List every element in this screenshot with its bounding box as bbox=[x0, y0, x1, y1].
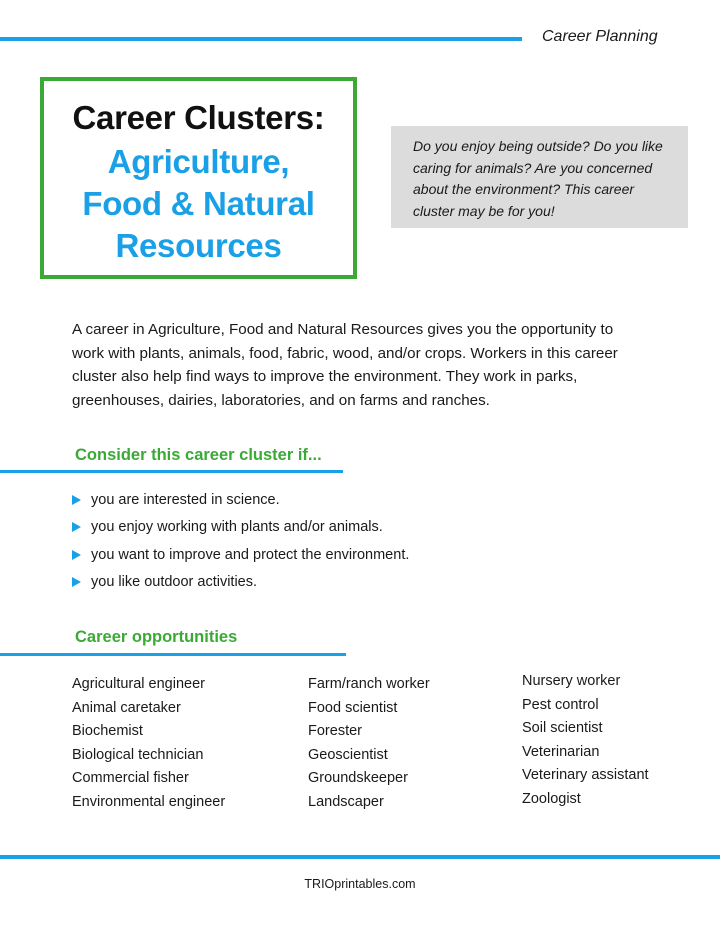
title-line-1: Career Clusters: bbox=[72, 99, 325, 136]
career-item: Agricultural engineer bbox=[72, 676, 205, 692]
list-item bbox=[72, 569, 409, 597]
career-item: Animal caretaker bbox=[72, 699, 181, 716]
career-item: Farm/ranch worker bbox=[308, 676, 430, 692]
career-item: Veterinary assistant bbox=[522, 767, 649, 783]
title-line-3: Food & Natural bbox=[82, 185, 315, 222]
career-item: Biological technician bbox=[72, 746, 204, 763]
career-item: Commercial fisher bbox=[72, 770, 189, 786]
title-line-4: Resources bbox=[115, 227, 282, 264]
career-item: Soil scientist bbox=[522, 720, 603, 736]
consider-list bbox=[72, 486, 409, 596]
description-paragraph: A career in Agriculture, Food and Natural Resources gives you the opportunity to work with plants, animals, food, fabric, wood, and/or crops. Workers in this career cluster also help find ways to improve the environment. They work in parks, greenhouses, dairies, laboratories, and on farms and ranches. bbox=[72, 321, 618, 409]
career-item: Pest control bbox=[522, 696, 599, 713]
consider-heading: Consider this career cluster if... bbox=[75, 446, 322, 464]
triangle-bullet-icon bbox=[72, 577, 81, 587]
careers-rule bbox=[0, 653, 346, 656]
list-item bbox=[72, 541, 409, 569]
career-item: Environmental engineer bbox=[72, 793, 226, 810]
career-item: Zoologist bbox=[522, 790, 581, 807]
careers-heading: Career opportunities bbox=[75, 628, 238, 646]
career-column-3 bbox=[522, 670, 649, 811]
career-item: Forester bbox=[308, 723, 362, 739]
list-item-text: you want to improve and protect the environment. bbox=[91, 546, 410, 563]
career-column-2 bbox=[308, 673, 430, 814]
triangle-bullet-icon bbox=[72, 522, 81, 532]
title-line-2: Agriculture, bbox=[107, 143, 290, 180]
consider-rule bbox=[0, 470, 343, 473]
career-item: Veterinarian bbox=[522, 743, 600, 760]
intro-callout: Do you enjoy being outside? Do you like caring for animals? Are you concerned about the environment? This career cluster may be for you! bbox=[391, 126, 688, 228]
list-item-text: you like outdoor activities. bbox=[91, 574, 258, 591]
list-item bbox=[72, 514, 409, 542]
career-item: Groundskeeper bbox=[308, 770, 408, 786]
list-item-text: you enjoy working with plants and/or animals. bbox=[91, 519, 383, 536]
list-item bbox=[72, 486, 409, 514]
top-rule bbox=[0, 37, 522, 41]
career-item: Biochemist bbox=[72, 723, 143, 739]
header-label: Career Planning bbox=[542, 28, 658, 45]
triangle-bullet-icon bbox=[72, 495, 81, 505]
career-item: Geoscientist bbox=[308, 746, 388, 763]
triangle-bullet-icon bbox=[72, 550, 81, 560]
title-box bbox=[40, 77, 357, 279]
list-item-text: you are interested in science. bbox=[91, 491, 280, 508]
career-item: Food scientist bbox=[308, 699, 398, 716]
career-item: Nursery worker bbox=[522, 673, 621, 689]
bottom-rule bbox=[0, 855, 720, 859]
career-item: Landscaper bbox=[308, 793, 384, 810]
footer-site-link[interactable]: TRIOprintables.com bbox=[304, 877, 416, 891]
career-column-1 bbox=[72, 673, 225, 814]
